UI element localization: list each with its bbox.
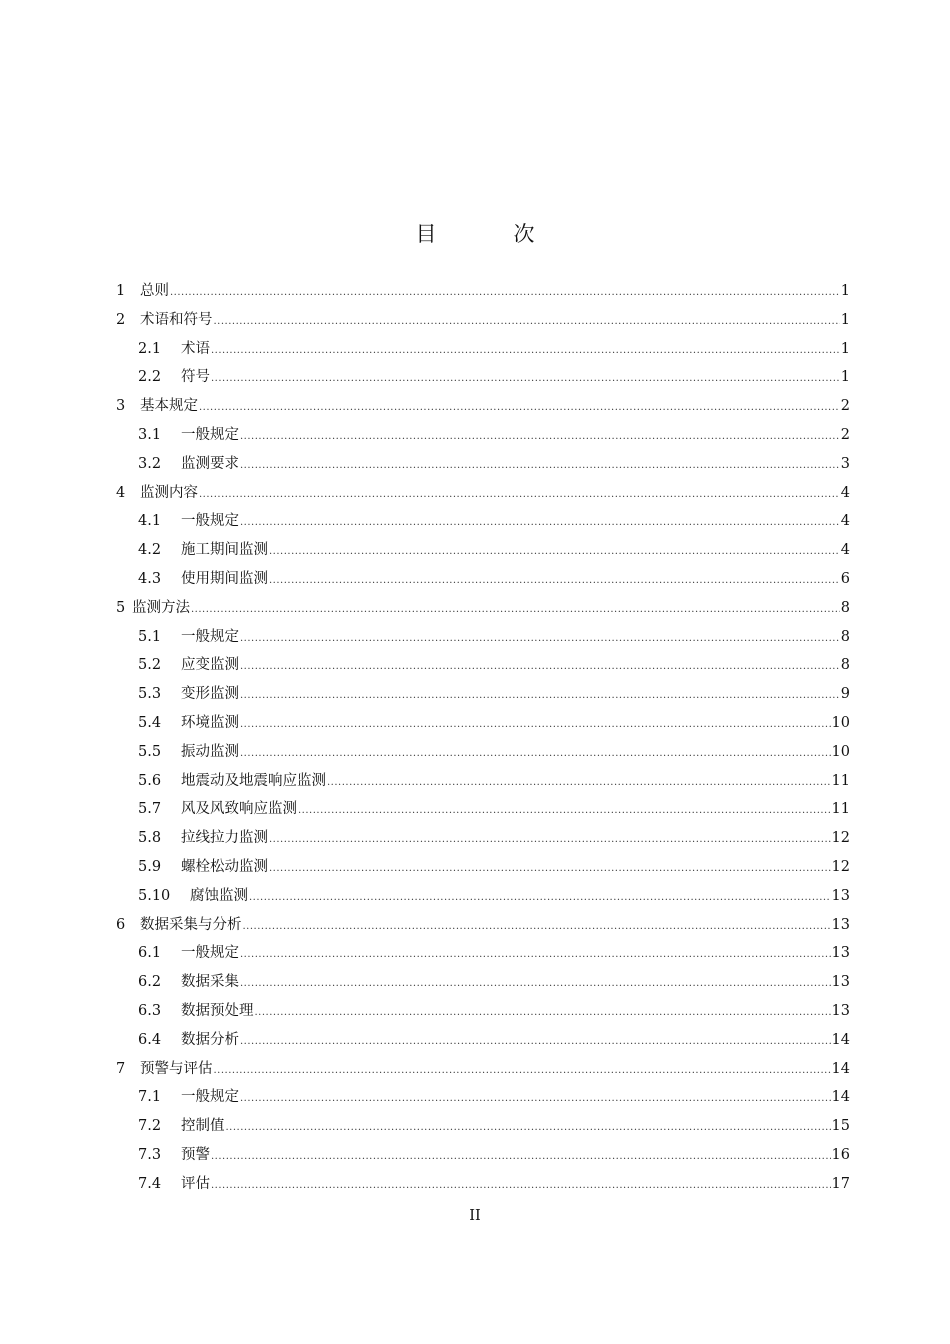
toc-leader-dots bbox=[240, 653, 840, 682]
toc-entry[interactable] bbox=[116, 939, 850, 968]
toc-entry-title: 环境监测 bbox=[181, 714, 239, 731]
toc-leader-dots bbox=[214, 308, 840, 337]
toc-entry-page: 17 bbox=[831, 1175, 850, 1192]
toc-leader-dots bbox=[240, 423, 840, 452]
toc-entry[interactable] bbox=[116, 623, 850, 652]
toc-entry[interactable] bbox=[116, 1026, 850, 1055]
toc-entry-title: 腐蚀监测 bbox=[190, 887, 248, 904]
toc-entry-number: 3 bbox=[116, 398, 126, 415]
toc-leader-dots bbox=[211, 337, 840, 366]
toc-entry-title: 评估 bbox=[181, 1175, 210, 1192]
toc-entry-title: 拉线拉力监测 bbox=[181, 830, 268, 847]
toc-entry-page: 13 bbox=[831, 887, 850, 904]
toc-entry-page: 13 bbox=[831, 945, 850, 962]
toc-entry-page: 1 bbox=[840, 369, 850, 386]
toc-entry[interactable] bbox=[116, 997, 850, 1026]
toc-entry-page: 16 bbox=[831, 1146, 850, 1163]
toc-entry[interactable] bbox=[116, 680, 850, 709]
toc-entry-title: 总则 bbox=[140, 283, 169, 299]
toc-entry-number: 5.10 bbox=[138, 887, 171, 904]
toc-entry-page: 6 bbox=[840, 570, 850, 587]
toc-leader-dots bbox=[249, 884, 831, 913]
toc-entry[interactable] bbox=[116, 1083, 850, 1112]
toc-leader-dots bbox=[211, 1172, 831, 1201]
toc-entry[interactable] bbox=[116, 767, 850, 796]
toc-entry-title: 一般规定 bbox=[181, 1089, 239, 1106]
toc-entry[interactable] bbox=[116, 911, 850, 940]
toc-entry-number: 6.4 bbox=[138, 1031, 162, 1048]
toc-entry-title: 一般规定 bbox=[181, 628, 239, 645]
toc-entry-number: 6 bbox=[116, 916, 126, 933]
toc-entry-number: 7.1 bbox=[138, 1089, 162, 1106]
toc-entry-title: 振动监测 bbox=[181, 743, 239, 760]
toc-leader-dots bbox=[240, 1028, 831, 1057]
toc-entry[interactable] bbox=[116, 450, 850, 479]
toc-leader-dots bbox=[269, 538, 840, 567]
toc-entry[interactable] bbox=[116, 853, 850, 882]
toc-entry[interactable] bbox=[116, 536, 850, 565]
toc-entry-number: 1 bbox=[116, 283, 126, 299]
toc-entry-title: 术语和符号 bbox=[140, 311, 213, 328]
toc-entry[interactable] bbox=[116, 277, 850, 306]
toc-entry-page: 8 bbox=[840, 628, 850, 645]
toc-entry-title: 术语 bbox=[181, 340, 210, 357]
toc-entry-page: 14 bbox=[831, 1089, 850, 1106]
toc-entry-number: 5.5 bbox=[138, 743, 162, 760]
toc-leader-dots bbox=[298, 797, 831, 826]
toc-entry-page: 10 bbox=[831, 743, 850, 760]
toc-entry[interactable] bbox=[116, 363, 850, 392]
toc-leader-dots bbox=[240, 452, 840, 481]
toc-entry[interactable] bbox=[116, 479, 850, 508]
toc-entry-number: 5 bbox=[116, 599, 126, 616]
toc-leader-dots bbox=[269, 826, 831, 855]
toc-entry[interactable] bbox=[116, 968, 850, 997]
toc-entry-number: 5.1 bbox=[138, 628, 162, 645]
toc-entry[interactable] bbox=[116, 1170, 850, 1199]
toc-entry-page: 12 bbox=[831, 830, 850, 847]
toc-leader-dots bbox=[327, 769, 831, 798]
toc-entry-number: 5.8 bbox=[138, 830, 162, 847]
toc-leader-dots bbox=[211, 365, 840, 394]
page-title: 目 次 bbox=[415, 222, 563, 246]
toc-entry[interactable] bbox=[116, 507, 850, 536]
toc-entry[interactable] bbox=[116, 824, 850, 853]
toc-entry-number: 7.3 bbox=[138, 1146, 162, 1163]
toc-entry-number: 4.2 bbox=[138, 542, 162, 559]
toc-leader-dots bbox=[240, 740, 831, 769]
toc-entry-number: 7.4 bbox=[138, 1175, 162, 1192]
toc-entry-number: 2.1 bbox=[138, 340, 162, 357]
toc-entry-page: 1 bbox=[840, 283, 850, 299]
toc-entry-page: 2 bbox=[840, 398, 850, 415]
toc-leader-dots bbox=[199, 394, 840, 423]
toc-entry-number: 5.9 bbox=[138, 858, 162, 875]
toc-entry-title: 施工期间监测 bbox=[181, 542, 268, 559]
toc-entry-title: 地震动及地震响应监测 bbox=[181, 772, 326, 789]
toc-entry-page: 10 bbox=[831, 714, 850, 731]
toc-entry-title: 基本规定 bbox=[140, 398, 198, 415]
toc-entry-page: 4 bbox=[840, 542, 850, 559]
toc-entry-number: 5.6 bbox=[138, 772, 162, 789]
toc-leader-dots bbox=[269, 567, 840, 596]
toc-leader-dots bbox=[240, 682, 840, 711]
toc-entry-title: 风及风致响应监测 bbox=[181, 801, 297, 818]
toc-leader-dots bbox=[255, 999, 831, 1028]
toc-entry-page: 4 bbox=[840, 513, 850, 530]
toc-leader-dots bbox=[269, 855, 831, 884]
toc-entry-title: 应变监测 bbox=[181, 657, 239, 674]
toc-entry-title: 符号 bbox=[181, 369, 210, 386]
toc-entry-page: 13 bbox=[831, 916, 850, 933]
toc-entry[interactable] bbox=[116, 1055, 850, 1084]
toc-entry[interactable] bbox=[116, 306, 850, 335]
toc-entry-title: 数据采集 bbox=[181, 974, 239, 991]
toc-entry-title: 变形监测 bbox=[181, 686, 239, 703]
toc-entry-page: 11 bbox=[831, 772, 850, 789]
toc-entry-number: 2 bbox=[116, 311, 126, 328]
toc-entry[interactable] bbox=[116, 335, 850, 364]
toc-entry-title: 控制值 bbox=[181, 1118, 225, 1135]
toc-leader-dots bbox=[214, 1057, 831, 1086]
toc-entry-number: 7 bbox=[116, 1060, 126, 1077]
toc-entry-number: 7.2 bbox=[138, 1118, 162, 1135]
toc-entry-number: 4.3 bbox=[138, 570, 162, 587]
toc-leader-dots bbox=[226, 1114, 831, 1143]
toc-entry-title: 一般规定 bbox=[181, 426, 239, 443]
toc-entry[interactable] bbox=[116, 738, 850, 767]
toc-entry-page: 12 bbox=[831, 858, 850, 875]
toc-entry-page: 14 bbox=[831, 1060, 850, 1077]
toc-leader-dots bbox=[199, 481, 840, 510]
toc-entry-title: 预警 bbox=[181, 1146, 210, 1163]
toc-entry[interactable] bbox=[116, 651, 850, 680]
toc-entry[interactable] bbox=[116, 709, 850, 738]
toc-entry-page: 13 bbox=[831, 974, 850, 991]
toc-entry-page: 4 bbox=[840, 484, 850, 501]
toc-entry[interactable] bbox=[116, 594, 850, 623]
toc-entry[interactable] bbox=[116, 565, 850, 594]
toc-entry-number: 3.1 bbox=[138, 426, 162, 443]
table-of-contents bbox=[116, 277, 850, 1199]
toc-leader-dots bbox=[211, 1143, 831, 1172]
toc-entry-title: 数据分析 bbox=[181, 1031, 239, 1048]
toc-entry-number: 3.2 bbox=[138, 455, 162, 472]
toc-leader-dots bbox=[240, 941, 831, 970]
toc-entry-title: 预警与评估 bbox=[140, 1060, 213, 1077]
toc-entry-title: 数据采集与分析 bbox=[140, 916, 242, 933]
toc-leader-dots bbox=[243, 913, 831, 942]
toc-entry[interactable] bbox=[116, 1112, 850, 1141]
toc-entry-number: 5.7 bbox=[138, 801, 162, 818]
toc-leader-dots bbox=[240, 625, 840, 654]
toc-entry-page: 1 bbox=[840, 311, 850, 328]
toc-entry-page: 3 bbox=[840, 455, 850, 472]
toc-entry-title: 螺栓松动监测 bbox=[181, 858, 268, 875]
toc-entry-number: 4.1 bbox=[138, 513, 162, 530]
toc-entry-page: 8 bbox=[840, 657, 850, 674]
toc-entry-page: 2 bbox=[840, 426, 850, 443]
toc-entry-page: 14 bbox=[831, 1031, 850, 1048]
toc-entry-number: 6.2 bbox=[138, 974, 162, 991]
toc-entry-number: 6.1 bbox=[138, 945, 162, 962]
toc-entry-title: 一般规定 bbox=[181, 513, 239, 530]
toc-leader-dots bbox=[240, 1085, 831, 1114]
toc-entry-title: 使用期间监测 bbox=[181, 570, 268, 587]
toc-entry[interactable] bbox=[116, 795, 850, 824]
toc-entry-title: 一般规定 bbox=[181, 945, 239, 962]
toc-leader-dots bbox=[170, 279, 840, 308]
toc-entry-title: 监测内容 bbox=[140, 484, 198, 501]
toc-entry-number: 5.4 bbox=[138, 714, 162, 731]
toc-entry-number: 5.3 bbox=[138, 686, 162, 703]
toc-entry-page: 11 bbox=[831, 801, 850, 818]
toc-entry-number: 6.3 bbox=[138, 1002, 162, 1019]
toc-leader-dots bbox=[240, 970, 831, 999]
toc-leader-dots bbox=[240, 711, 831, 740]
toc-entry-page: 13 bbox=[831, 1002, 850, 1019]
toc-entry-number: 5.2 bbox=[138, 657, 162, 674]
toc-entry[interactable] bbox=[116, 1141, 850, 1170]
toc-entry-title: 监测要求 bbox=[181, 455, 239, 472]
toc-leader-dots bbox=[191, 596, 840, 625]
toc-entry[interactable] bbox=[116, 392, 850, 421]
toc-entry[interactable] bbox=[116, 421, 850, 450]
toc-entry-page: 9 bbox=[840, 686, 850, 703]
toc-entry-number: 4 bbox=[116, 484, 126, 501]
toc-entry-page: 1 bbox=[840, 340, 850, 357]
toc-entry[interactable] bbox=[116, 882, 850, 911]
toc-entry-page: 15 bbox=[831, 1118, 850, 1135]
toc-entry-title: 数据预处理 bbox=[181, 1002, 254, 1019]
toc-entry-number: 2.2 bbox=[138, 369, 162, 386]
toc-entry-title: 监测方法 bbox=[132, 599, 190, 616]
page-number: II bbox=[469, 1208, 481, 1224]
toc-leader-dots bbox=[240, 509, 840, 538]
toc-entry-page: 8 bbox=[840, 599, 850, 616]
